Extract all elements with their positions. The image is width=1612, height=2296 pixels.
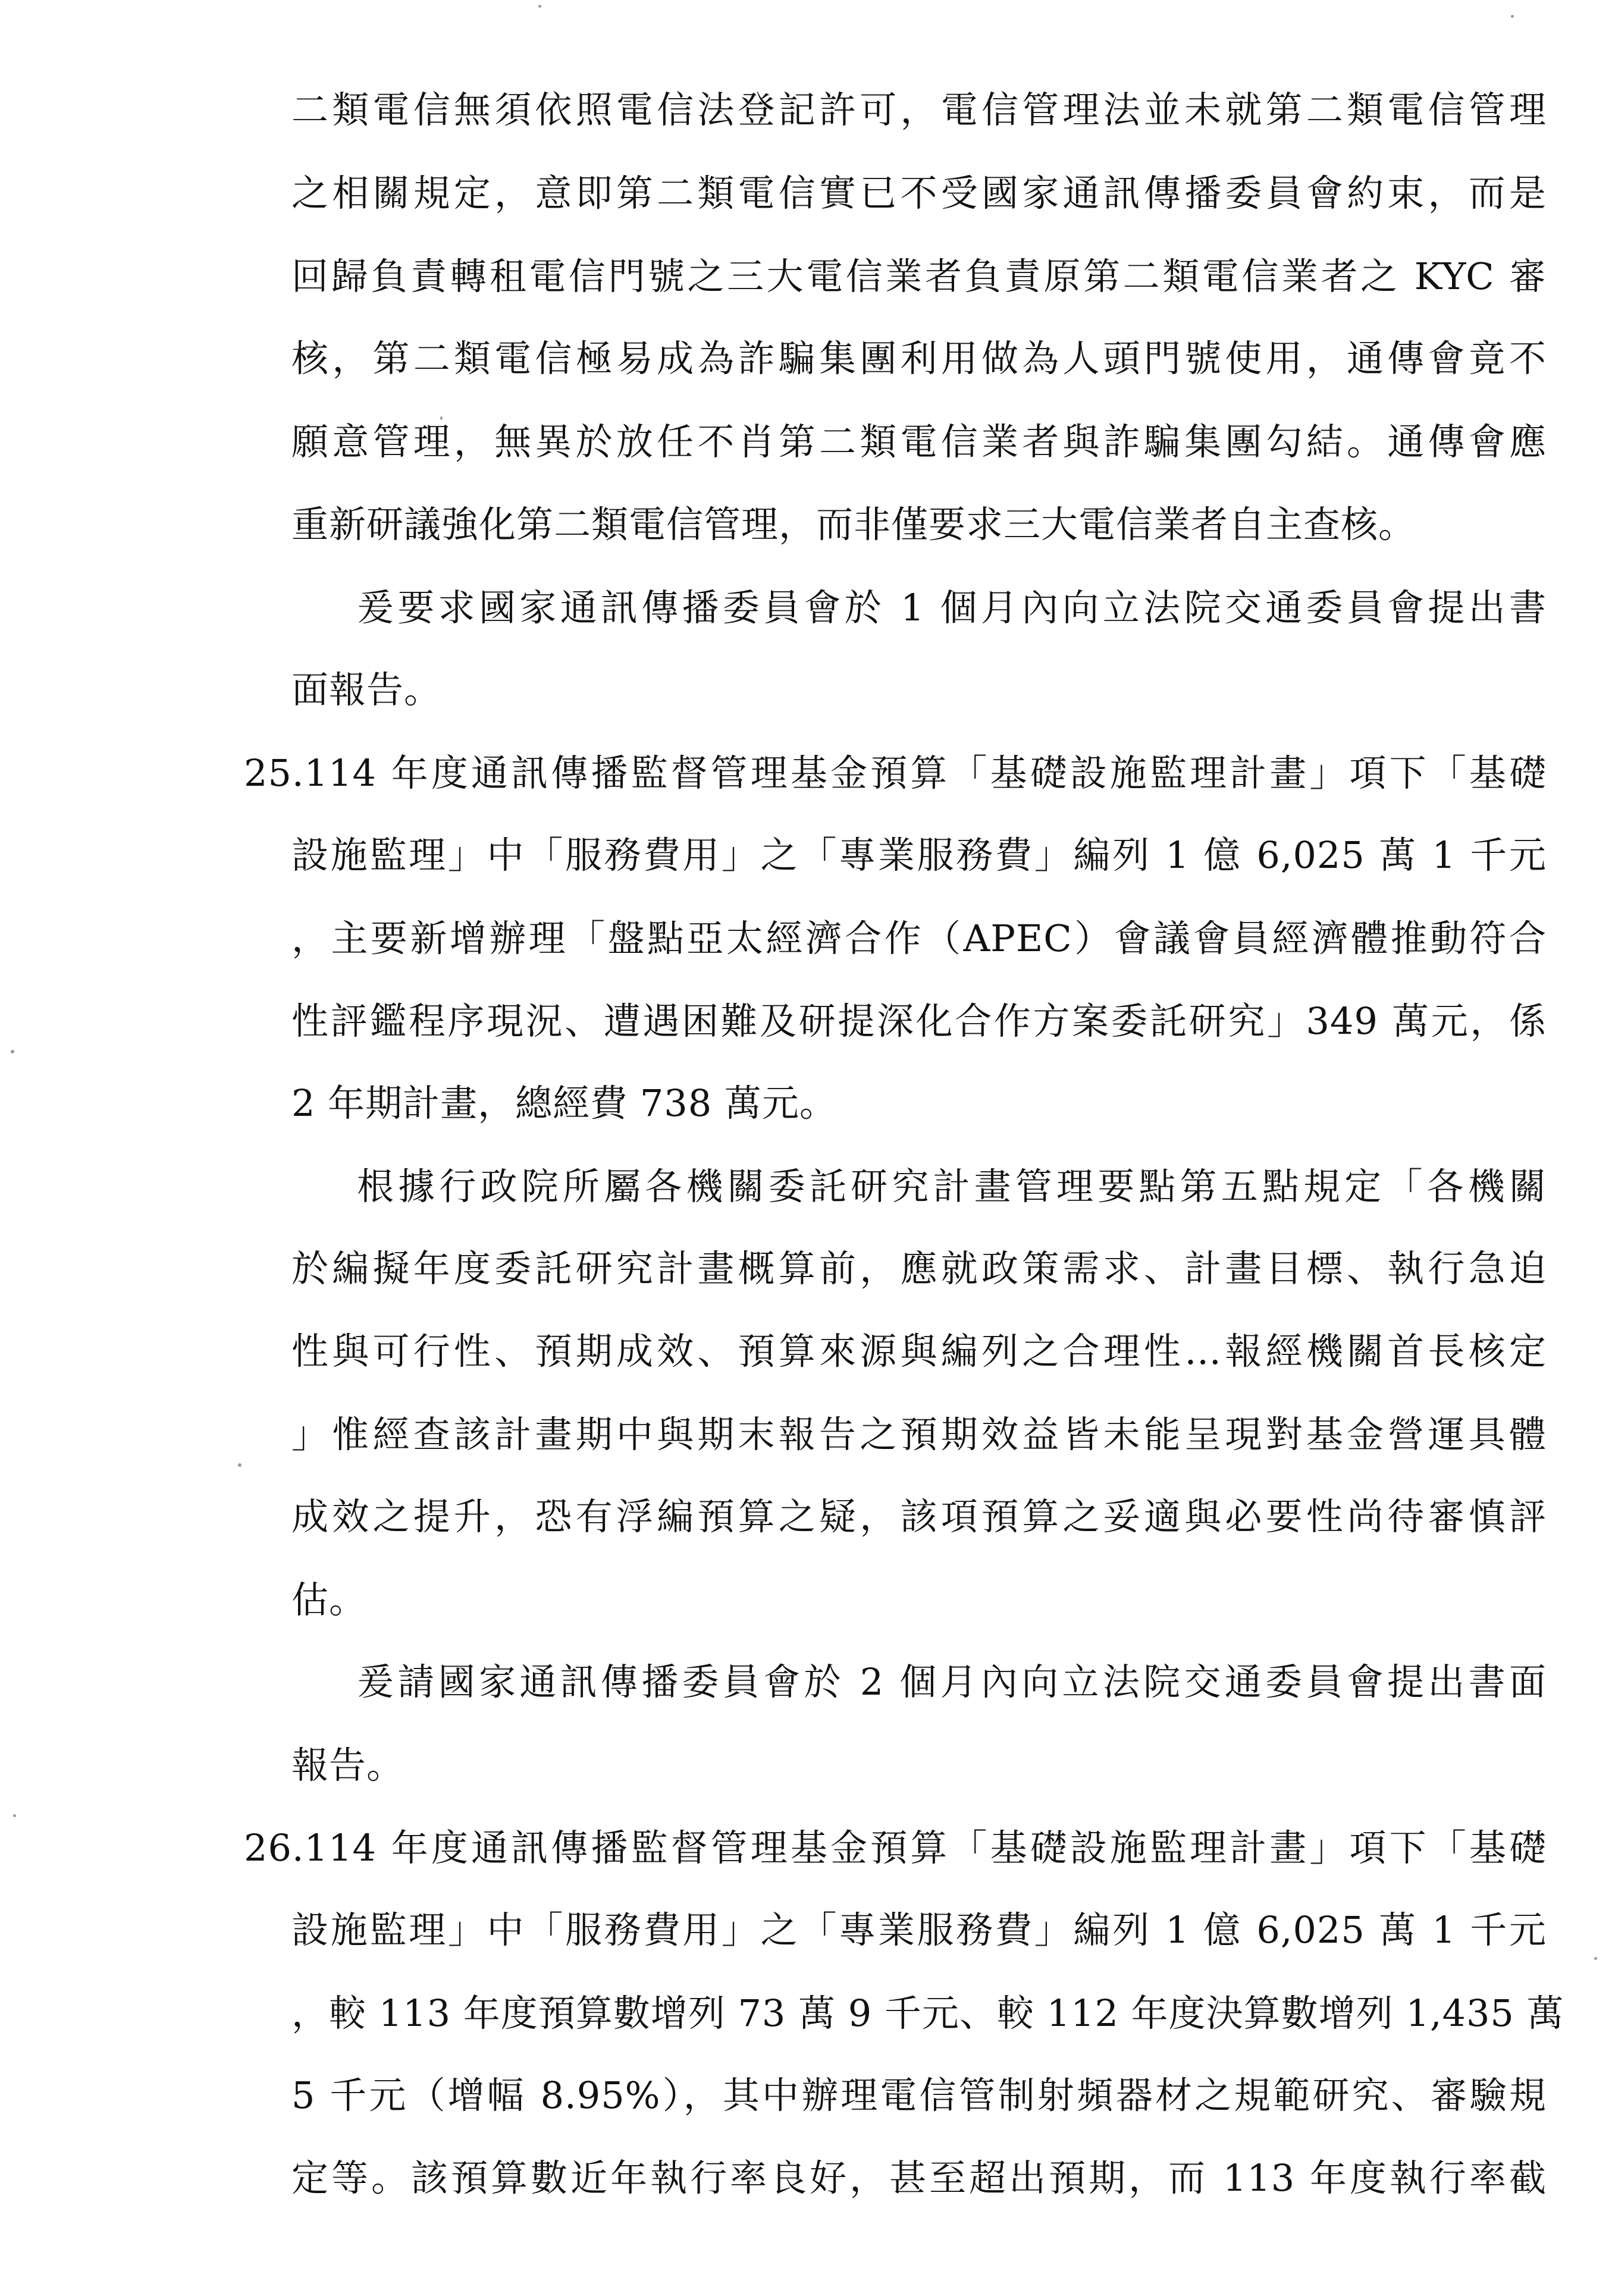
text-line: 面報告。 — [291, 668, 442, 711]
text-line: 5 千元（增幅 8.95%），其中辦理電信管制射頻器材之規範研究、審驗規 — [291, 2074, 1547, 2117]
text-line: 」惟經查該計畫期中與期末報告之預期效益皆未能呈現對基金營運具體 — [291, 1413, 1547, 1456]
text-line: 定等。該預算數近年執行率良好，甚至超出預期，而 113 年度執行率截 — [291, 2156, 1547, 2200]
scan-speck — [13, 1814, 16, 1817]
text-line: 設施監理」中「服務費用」之「專業服務費」編列 1 億 6,025 萬 1 千元 — [291, 1908, 1547, 1952]
text-line: 性與可行性、預期成效、預算來源與編列之合理性…報經機關首長核定 — [291, 1329, 1547, 1373]
text-line: 估。 — [291, 1578, 367, 1621]
scan-speck — [11, 1050, 14, 1053]
item-26-first-line: 26.114 年度通訊傳播監督管理基金預算「基礎設施監理計畫」項下「基礎 — [244, 1826, 1547, 1870]
text-line: 核，第二類電信極易成為詐騙集團利用做為人頭門號使用，通傳會竟不 — [291, 337, 1547, 380]
text-line: 成效之提升，恐有浮編預算之疑，該項預算之妥適與必要性尚待審慎評 — [291, 1495, 1547, 1538]
text-line: ，較 113 年度預算數增列 73 萬 9 千元、較 112 年度決算數增列 1,435 萬 — [291, 1991, 1564, 2035]
text-line: 設施監理」中「服務費用」之「專業服務費」編列 1 億 6,025 萬 1 千元 — [291, 833, 1547, 877]
scan-speck — [238, 1463, 242, 1467]
text-line: 報告。 — [291, 1743, 404, 1787]
scan-speck — [538, 5, 541, 8]
scan-speck — [440, 416, 443, 420]
text-line: 願意管理，無異於放任不肖第二類電信業者與詐騙集團勾結。通傳會應 — [291, 420, 1547, 463]
text-line: 重新研議強化第二類電信管理，而非僅要求三大電信業者自主查核。 — [291, 503, 1416, 546]
text-line: 性評鑑程序現況、遭遇困難及研提深化合作方案委託研究」349 萬元，係 — [291, 999, 1547, 1043]
scan-speck — [1594, 1957, 1597, 1960]
text-line: ，主要新增辦理「盤點亞太經濟合作（APEC）會議會員經濟體推動符合 — [291, 917, 1547, 960]
text-line: 爰請國家通訊傳播委員會於 2 個月內向立法院交通委員會提出書面 — [357, 1660, 1547, 1704]
text-line: 之相關規定，意即第二類電信實已不受國家通訊傳播委員會約束，而是 — [291, 171, 1547, 215]
text-line: 二類電信無須依照電信法登記許可，電信管理法並未就第二類電信管理 — [291, 88, 1547, 131]
text-line: 爰要求國家通訊傳播委員會於 1 個月內向立法院交通委員會提出書 — [357, 586, 1547, 629]
text-line: 2 年期計畫，總經費 738 萬元。 — [291, 1081, 837, 1125]
text-line: 回歸負責轉租電信門號之三大電信業者負責原第二類電信業者之 KYC 審 — [291, 255, 1547, 298]
item-25-first-line: 25.114 年度通訊傳播監督管理基金預算「基礎設施監理計畫」項下「基礎 — [244, 751, 1547, 795]
text-line: 於編擬年度委託研究計畫概算前，應就政策需求、計畫目標、執行急迫 — [291, 1247, 1547, 1290]
text-line: 根據行政院所屬各機關委託研究計畫管理要點第五點規定「各機關 — [357, 1165, 1547, 1208]
scan-speck — [1511, 15, 1514, 18]
